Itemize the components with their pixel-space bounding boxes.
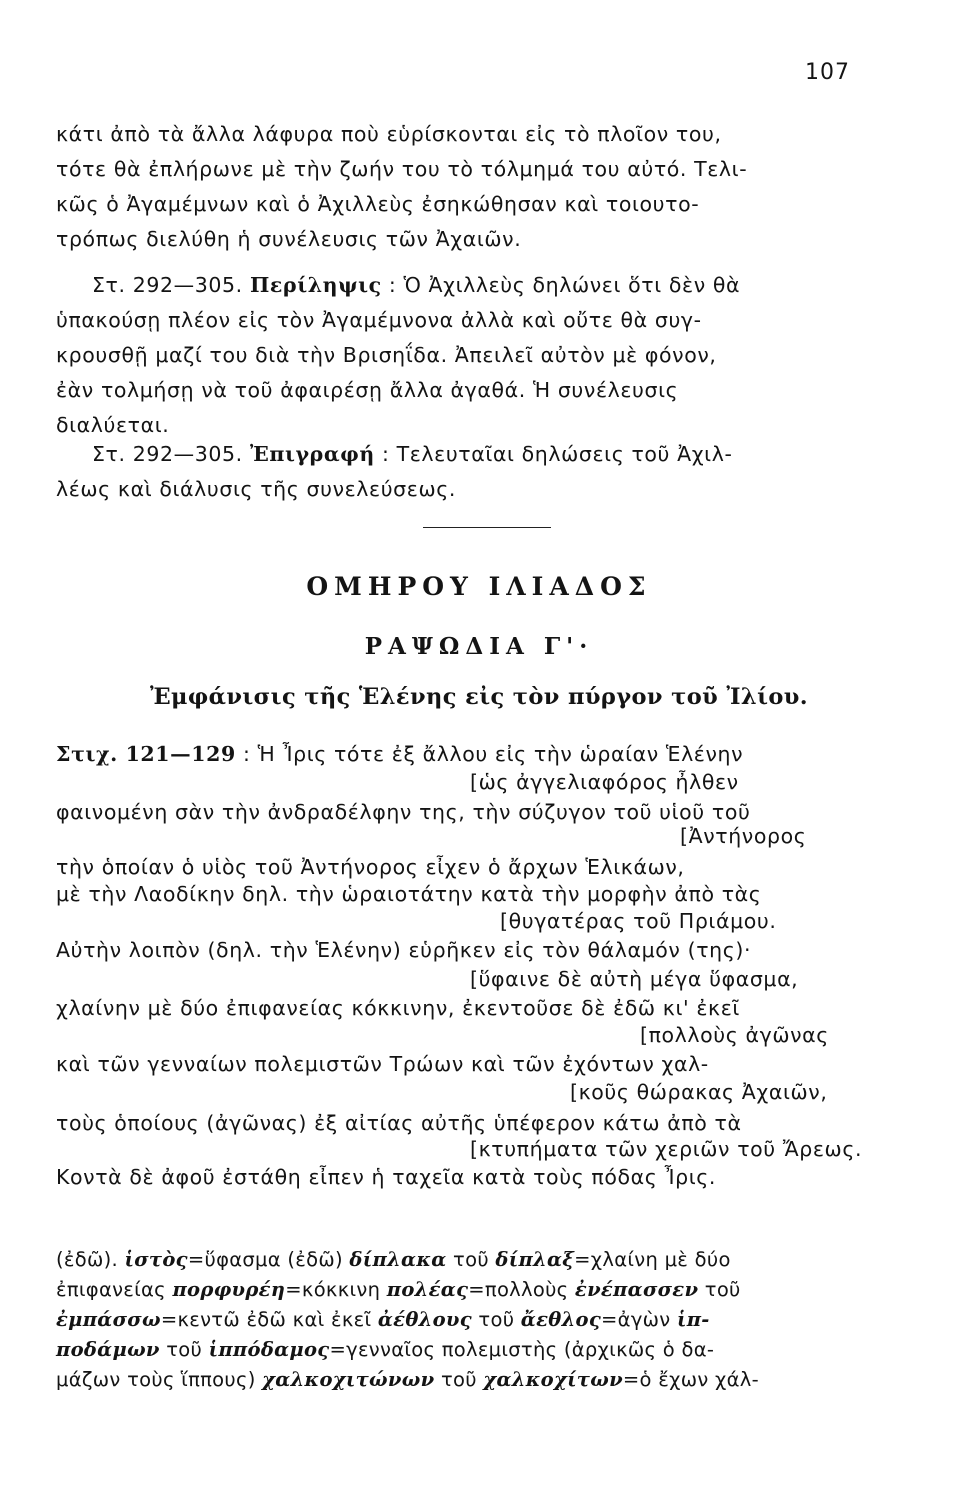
text-line: τοὺς ὁποίους (ἀγῶνας) ἐξ αἰτίας αὐτῆς ὑπέφερον κάτω ἀπὸ τὰ (56, 1111, 742, 1135)
summary-paragraph (56, 268, 868, 443)
footnote-line: ἐμπάσσω=κεντῶ ἐδῶ καὶ ἐκεῖ ἀέθλους τοῦ ἄεθλος=ἀγὼν ἱπ- (56, 1308, 710, 1331)
text-line: χλαίνην μὲ δύο ἐπιφανείας κόκκινην, ἐκεντοῦσε δὲ ἐδῶ κι' ἐκεῖ (56, 996, 740, 1020)
verse-translation (56, 742, 868, 1202)
inscription-first-line: : Τελευταῖαι δηλώσεις τοῦ Ἀχιλ- (382, 442, 733, 466)
text-line: λέως καὶ διάλυσις τῆς συνελεύσεως. (56, 477, 456, 501)
section-divider (423, 527, 551, 528)
summary-ref: Στ. 292—305. (92, 273, 243, 297)
rhapsody-title: ΡΑΨΩΔΙΑ Γ'· (364, 633, 594, 660)
text-line: [πολλοὺς ἀγῶνας (640, 1023, 829, 1047)
page-number: 107 (805, 60, 850, 85)
footnotes (56, 1245, 876, 1395)
footnote-line: ποδάμων τοῦ ἱππόδαμος=γενναῖος πολεμιστὴς (ἀρχικῶς ὁ δα- (56, 1338, 715, 1361)
text-line: φαινομένη σὰν τὴν ἀνδραδέλφην της, τὴν σύζυγον τοῦ υἱοῦ τοῦ (56, 800, 751, 824)
text-line: [ὡς ἀγγελιαφόρος ἦλθεν (470, 770, 739, 794)
summary-first-line: : Ὁ Ἀχιλλεὺς δηλώνει ὅτι δὲν θὰ (388, 273, 741, 297)
text-line (56, 742, 743, 766)
text-line: τότε θὰ ἐπλήρωνε μὲ τὴν ζωήν του τὸ τόλμημά του αὐτό. Τελι- (56, 157, 748, 181)
text-line (56, 437, 868, 472)
verse-first-line: : Ἡ Ἶρις τότε ἐξ ἄλλου εἰς τὴν ὡραίαν Ἑλένην (242, 742, 744, 766)
text-line (56, 268, 868, 303)
intro-paragraph (56, 117, 868, 257)
book-title: ΟΜΗΡΟΥ ΙΛΙΑΔΟΣ (306, 572, 652, 601)
text-line: καὶ τῶν γενναίων πολεμιστῶν Τρώων καὶ τῶν ἐχόντων χαλ- (56, 1052, 709, 1076)
text-line: κρουσθῇ μαζί του διὰ τὴν Βρισηΐδα. Ἀπειλεῖ αὐτὸν μὲ φόνον, (56, 343, 717, 367)
text-line: μὲ τὴν Λαοδίκην δηλ. τὴν ὡραιοτάτην κατὰ τὴν μορφὴν ἀπὸ τὰς (56, 882, 762, 906)
verse-ref: Στιχ. 121—129 (56, 742, 236, 766)
text-line: κῶς ὁ Ἀγαμέμνων καὶ ὁ Ἀχιλλεὺς ἐσηκώθησαν καὶ τοιουτο- (56, 192, 700, 216)
inscription-ref: Στ. 292—305. (92, 442, 243, 466)
text-line: ὑπακούσῃ πλέον εἰς τὸν Ἀγαμέμνονα ἀλλὰ καὶ οὔτε θὰ συγ- (56, 308, 702, 332)
summary-label: Περίληψις (249, 273, 382, 297)
footnote-line: ἐπιφανείας πορφυρέη=κόκκινη πολέας=πολλοὺς ἐνέπασσεν τοῦ (56, 1278, 741, 1301)
footnote-line: μάζων τοὺς ἵππους) χαλκοχιτώνων τοῦ χαλκοχίτων=ὁ ἔχων χάλ- (56, 1368, 759, 1391)
text-line: [ὕφαινε δὲ αὐτὴ μέγα ὕφασμα, (470, 967, 799, 991)
text-line: [κτυπήματα τῶν χεριῶν τοῦ Ἄρεως. (470, 1137, 863, 1161)
text-line: [θυγατέρας τοῦ Πριάμου. (500, 909, 777, 933)
inscription-label: Ἐπιγραφή (249, 442, 375, 466)
text-line: τρόπως διελύθη ἡ συνέλευσις τῶν Ἀχαιῶν. (56, 227, 522, 251)
inscription-paragraph (56, 437, 868, 507)
text-line: [κοῦς θώρακας Ἀχαιῶν, (570, 1080, 828, 1104)
text-line: κάτι ἀπὸ τὰ ἄλλα λάφυρα ποὺ εὑρίσκονται εἰς τὸ πλοῖον του, (56, 122, 722, 146)
text-line: Κοντὰ δὲ ἀφοῦ ἐστάθη εἶπεν ἡ ταχεῖα κατὰ τοὺς πόδας Ἶρις. (56, 1165, 717, 1189)
text-line: τὴν ὁποίαν ὁ υἱὸς τοῦ Ἀντήνορος εἶχεν ὁ ἄρχων Ἑλικάων, (56, 855, 685, 879)
section-subtitle: Ἐμφάνισις τῆς Ἑλένης εἰς τὸν πύργον τοῦ Ἰλίου. (149, 684, 809, 710)
text-line: Αὐτὴν λοιπὸν (δηλ. τὴν Ἑλένην) εὑρῆκεν εἰς τὸν θάλαμόν (της)· (56, 938, 752, 962)
text-line: ἐὰν τολμήσῃ νὰ τοῦ ἀφαιρέσῃ ἄλλα ἀγαθά. Ἡ συνέλευσις (56, 378, 679, 402)
footnote-line: (ἐδῶ). ἱστὸς=ὕφασμα (ἐδῶ) δίπλακα τοῦ δίπλαξ=χλαίνη μὲ δύο (56, 1248, 731, 1271)
text-line: [Ἀντήνορος (680, 824, 807, 848)
text-line: διαλύεται. (56, 413, 170, 437)
